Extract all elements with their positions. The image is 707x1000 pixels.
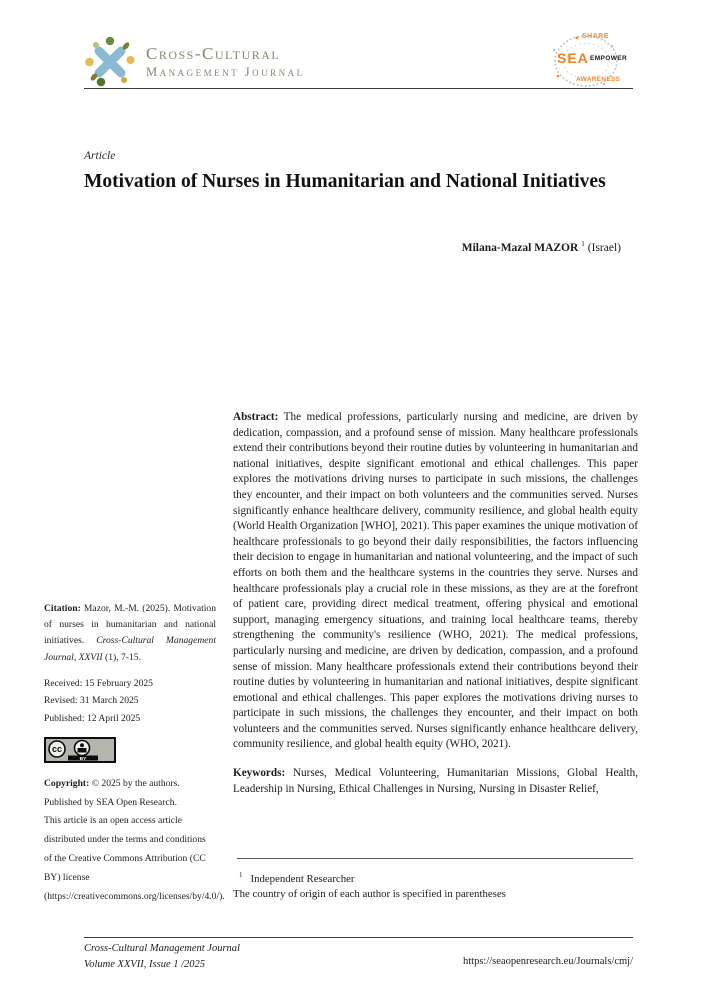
footer-journal-name: Cross-Cultural Management Journal bbox=[84, 943, 240, 954]
sea-share-label: SHARE bbox=[582, 33, 610, 40]
author-line bbox=[462, 239, 621, 254]
by-label: BY bbox=[79, 757, 87, 762]
keywords-text: Nurses, Medical Volunteering, Humanitarian Missions, Global Health, Leadership in Nursing, Ethical Challenges in Nursing, Nursing in Disaster Relief, bbox=[233, 767, 638, 795]
cc-by-license-badge[interactable] bbox=[44, 737, 116, 763]
keywords-label: Keywords: bbox=[233, 767, 286, 780]
citation-text: Mazor, M.-M. (2025). Motivation of nurses in humanitarian and national initiatives. bbox=[44, 603, 216, 647]
sea-publisher-logo bbox=[546, 32, 628, 90]
footnote-affiliation-line bbox=[233, 868, 635, 887]
article-dates bbox=[44, 675, 216, 728]
citation-pages: (1), 7-15. bbox=[102, 651, 141, 663]
revised-date: Revised: 31 March 2025 bbox=[44, 695, 139, 707]
sea-acronym-label: SEA bbox=[557, 50, 589, 66]
article-metadata-sidebar bbox=[44, 601, 225, 906]
keywords-paragraph bbox=[233, 766, 638, 797]
footnote-affiliation: Independent Researcher bbox=[250, 872, 355, 885]
journal-logo-wordmark bbox=[146, 45, 305, 79]
citation-label: Citation: bbox=[44, 603, 81, 614]
copyright-block bbox=[44, 775, 216, 812]
footnotes-block bbox=[233, 868, 635, 902]
main-text-column bbox=[233, 410, 638, 797]
copyright-label: Copyright: bbox=[44, 778, 90, 790]
journal-logo bbox=[84, 36, 305, 88]
author-name: Milana-Mazal MAZOR bbox=[461, 241, 579, 254]
journal-name-line2: Management Journal bbox=[146, 65, 305, 79]
footer-divider bbox=[84, 937, 633, 938]
footnote-marker: 1 bbox=[239, 871, 243, 879]
article-type-label: Article bbox=[84, 150, 116, 162]
citation-block bbox=[44, 601, 216, 666]
footnote-divider bbox=[237, 858, 633, 859]
author-affiliation-marker: 1 bbox=[581, 239, 585, 248]
journal-name-line1: Cross-Cultural bbox=[146, 44, 281, 63]
abstract-paragraph bbox=[233, 410, 638, 753]
author-country: (Israel) bbox=[587, 241, 621, 254]
copyright-text: © 2025 by the authors. Published by SEA Open Research. bbox=[44, 778, 180, 808]
footer-journal-info bbox=[84, 941, 240, 972]
page-title: Motivation of Nurses in Humanitarian and National Initiatives bbox=[84, 171, 606, 192]
sea-empower-label: EMPOWER bbox=[590, 55, 628, 62]
footer-volume-issue: Volume XXVII, Issue 1 /2025 bbox=[84, 958, 206, 970]
footnote-country-note: The country of origin of each author is specified in parentheses bbox=[233, 887, 506, 900]
abstract-text: The medical professions, particularly nursing and medicine, are driven by dedication, compassion, and a profound sense of mission. Many healthcare professionals extend their contributions beyond their routine duties by volunteering in humanitarian and national initiatives, despite significant emotional and ethical challenges. This paper explores the motivations driving nurses to participate in such missions, the challenges they encounter, and their impact on both volunteers and the communities served. Nurses significantly enhance healthcare delivery, community resilience, and global health equity (World Health Organization [WHO], 2021). This paper examines the unique motivation of healthcare professionals to go beyond their daily responsibilities, the factors influencing their decision to engage in humanitarian and national volunteering, and the impact of such efforts on both them and the healthcare systems in the countries they serve. Nurses and healthcare professionals play a crucial role in these missions, as they are at the forefront of patient care, providing direct medical treatment, offering physical and emotional support, managing emergency situations, and training local healthcare teams, thereby strengthening the community's resilience (WHO, 2021). The medical professions, particularly nursing and medicine, are driven by dedication, compassion, and a profound sense of mission. Many healthcare professionals extend their contributions beyond their routine duties by volunteering in humanitarian and national initiatives, despite significant emotional and ethical challenges. This paper explores the motivations driving nurses to participate in such missions, the challenges they encounter, and their impact on both volunteers and the communities served. Nurses significantly enhance healthcare delivery, community resilience, and global health equity (WHO, 2021). bbox=[233, 411, 638, 751]
published-date: Published: 12 April 2025 bbox=[44, 712, 141, 724]
cc-icon: cc bbox=[51, 744, 63, 755]
received-date: Received: 15 February 2025 bbox=[44, 677, 153, 689]
citation-journal-name: Cross-Cultural Management Journal, XXVII bbox=[44, 635, 216, 663]
sea-awareness-label: AWARENESS bbox=[576, 76, 621, 83]
footer-journal-url[interactable]: https://seaopenresearch.eu/Journals/cmj/ bbox=[463, 956, 633, 967]
abstract-label: Abstract: bbox=[233, 411, 279, 423]
open-access-statement: This article is an open access article distributed under the terms and conditions of the Creative Commons Attribution (CC BY) license (https://creativecommons.org/licenses/by/4.0/). bbox=[44, 815, 225, 902]
journal-logo-icon bbox=[84, 36, 136, 88]
header-divider bbox=[84, 88, 633, 89]
